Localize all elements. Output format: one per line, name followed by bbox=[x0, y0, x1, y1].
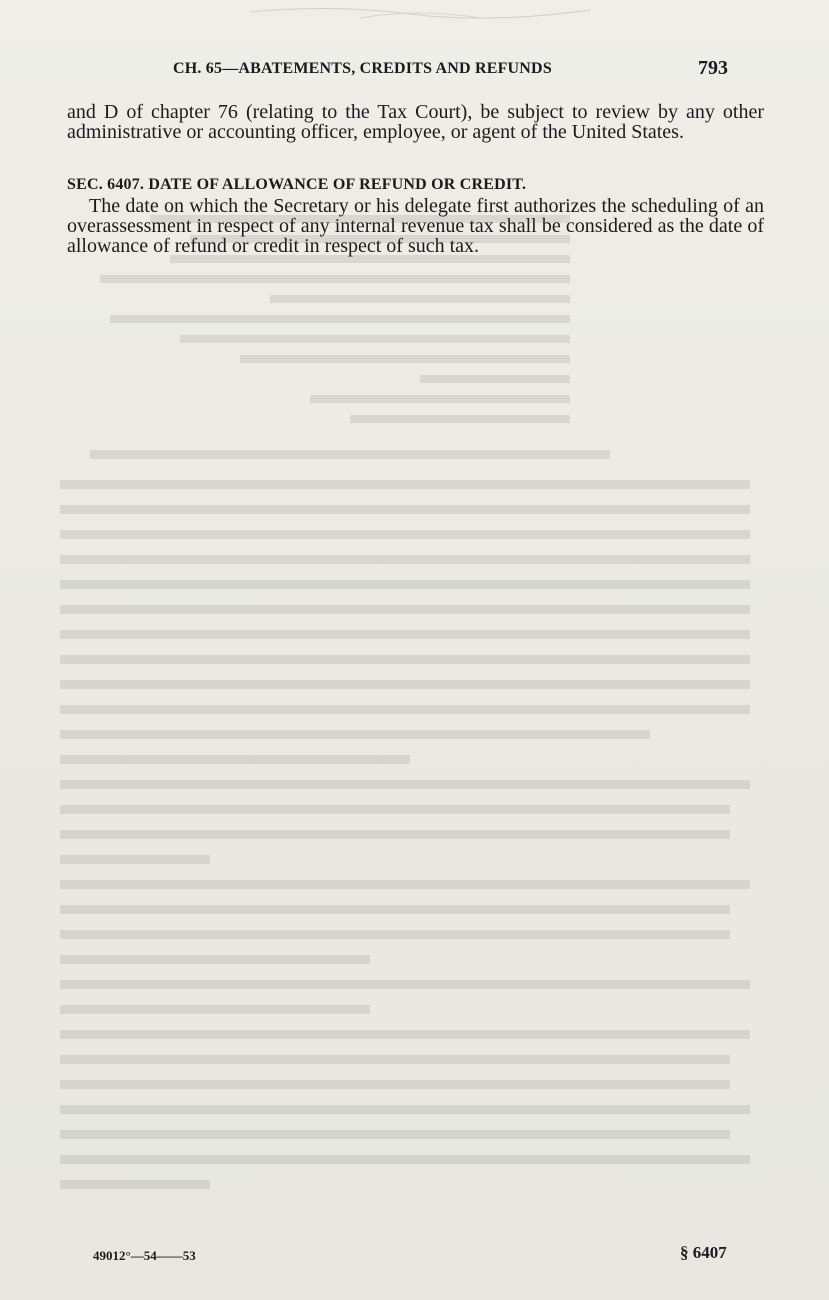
page-number: 793 bbox=[698, 57, 728, 79]
running-head: CH. 65—ABATEMENTS, CREDITS AND REFUNDS bbox=[173, 60, 552, 77]
reverse-side-bleed-through bbox=[60, 205, 770, 1205]
paper-smudge-mark bbox=[240, 0, 600, 24]
section-reference: § 6407 bbox=[680, 1243, 727, 1262]
section-paragraph: The date on which the Secretary or his delegate first authorizes the scheduling of an overassessment in respect of any internal revenue tax shall be considered as the date of allowance of refund or credit in respect of such tax. bbox=[67, 195, 764, 257]
print-code: 49012°—54——53 bbox=[93, 1248, 196, 1263]
paragraph-continuation: and D of chapter 76 (relating to the Tax Court), be subject to review by any other administrative or accounting officer, employee, or agent of the United States. bbox=[67, 101, 764, 143]
bleed-through-texture bbox=[60, 205, 770, 1205]
section-heading: SEC. 6407. DATE OF ALLOWANCE OF REFUND OR CREDIT. bbox=[67, 176, 527, 193]
